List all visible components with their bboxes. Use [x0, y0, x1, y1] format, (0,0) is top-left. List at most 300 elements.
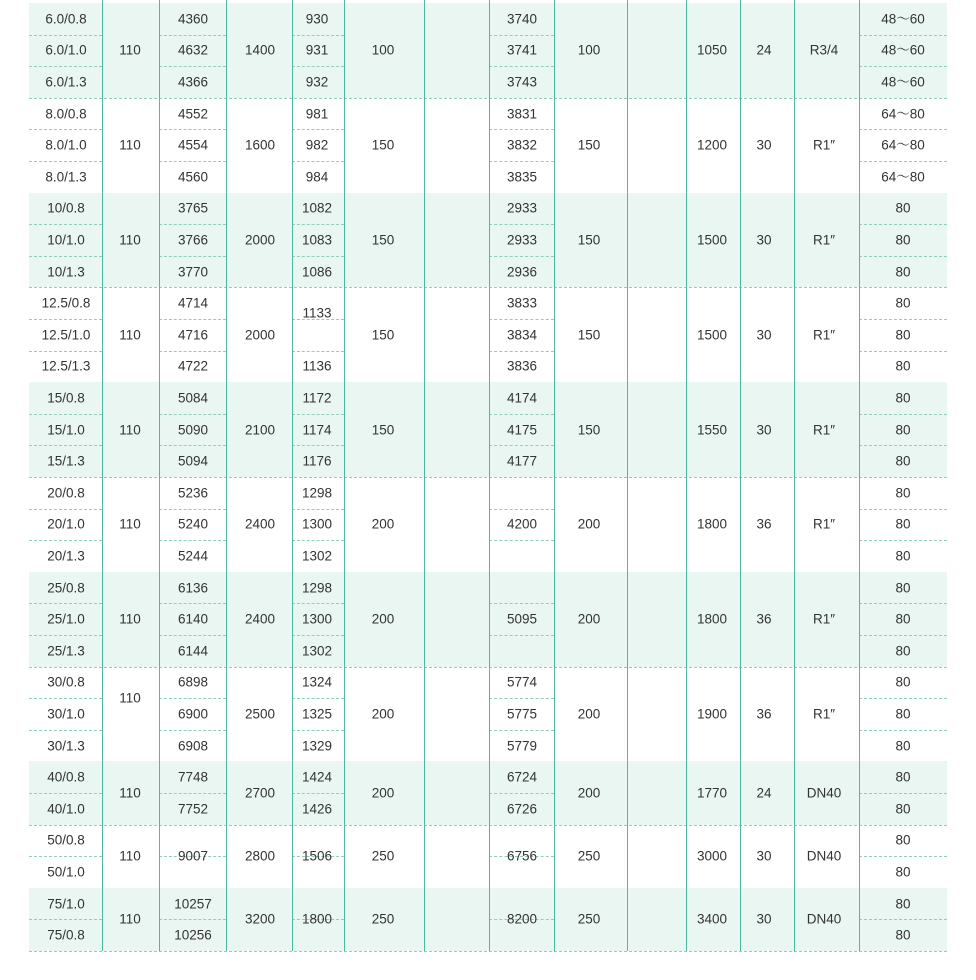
- column-divider: [159, 0, 160, 951]
- c12-cell: R1″: [812, 327, 836, 343]
- row-divider: [292, 698, 344, 699]
- c3-cell: 4552: [177, 105, 209, 121]
- row-divider: [859, 919, 947, 920]
- c5-cell: 1176: [302, 453, 332, 469]
- row-divider: [29, 351, 102, 352]
- row-divider: [29, 635, 102, 636]
- c10-cell: 1550: [696, 421, 728, 437]
- row-divider: [29, 603, 102, 604]
- c10-cell: 1500: [696, 232, 728, 248]
- row-divider: [859, 256, 947, 257]
- c5-cell: 931: [305, 42, 329, 58]
- row-divider: [859, 540, 947, 541]
- c4-cell: 3200: [244, 911, 276, 927]
- c13-cell: 64～80: [881, 137, 925, 153]
- c6-cell: 250: [371, 848, 395, 864]
- c13-cell: 80: [895, 611, 911, 627]
- row-divider: [159, 351, 226, 352]
- row-divider: [489, 509, 554, 510]
- row-divider: [489, 224, 554, 225]
- c13-cell: 80: [895, 832, 911, 848]
- model-cell: 12.5/1.3: [41, 358, 91, 374]
- c6-cell: 200: [371, 706, 395, 722]
- c8-cell: 200: [577, 785, 601, 801]
- c7-cell: 4177: [506, 453, 538, 469]
- column-divider: [740, 0, 741, 951]
- c7-cell: 6756: [506, 848, 538, 864]
- c13-cell: 64～80: [881, 105, 925, 121]
- row-divider: [292, 509, 344, 510]
- row-divider: [29, 224, 102, 225]
- row-divider: [292, 35, 344, 36]
- c3-cell: 3765: [177, 200, 209, 216]
- c4-cell: 2400: [244, 611, 276, 627]
- c7-cell: 4200: [506, 516, 538, 532]
- c7-cell: 5779: [506, 737, 538, 753]
- model-cell: 15/1.0: [47, 421, 85, 437]
- row-divider: [159, 540, 226, 541]
- c3-cell: 6908: [177, 737, 209, 753]
- c13-cell: 64～80: [881, 169, 925, 185]
- row-divider: [159, 224, 226, 225]
- row-divider: [859, 793, 947, 794]
- c13-cell: 80: [895, 769, 911, 785]
- c8-cell: 250: [577, 848, 601, 864]
- c2-cell: 110: [119, 911, 141, 927]
- c11-cell: 30: [756, 421, 772, 437]
- c7-cell: 3833: [506, 295, 538, 311]
- model-cell: 20/1.3: [47, 548, 85, 564]
- c4-cell: 2100: [244, 421, 276, 437]
- model-cell: 6.0/1.0: [45, 42, 87, 58]
- c11-cell: 30: [756, 232, 772, 248]
- c13-cell: 80: [895, 516, 911, 532]
- row-divider: [859, 730, 947, 731]
- row-divider: [489, 445, 554, 446]
- model-cell: 30/1.0: [47, 706, 85, 722]
- column-divider: [627, 0, 628, 951]
- c2-cell: 110: [119, 327, 141, 343]
- c13-cell: 80: [895, 232, 911, 248]
- row-divider: [489, 129, 554, 130]
- c13-cell: 80: [895, 200, 911, 216]
- c2-cell: 110: [119, 611, 141, 627]
- row-divider: [159, 319, 226, 320]
- c3-cell: 4366: [177, 74, 209, 90]
- group-divider: [29, 667, 947, 668]
- c11-cell: 30: [756, 848, 772, 864]
- c7-cell: 3743: [506, 74, 538, 90]
- column-divider: [489, 0, 490, 951]
- c5-cell: 1298: [301, 579, 333, 595]
- c10-cell: 1770: [696, 785, 728, 801]
- row-divider: [159, 161, 226, 162]
- row-divider: [29, 161, 102, 162]
- c5-cell: 932: [305, 74, 329, 90]
- c5-cell: 1136: [302, 358, 332, 374]
- c10-cell: 1800: [696, 516, 728, 532]
- column-divider: [344, 0, 345, 951]
- c13-cell: 80: [895, 579, 911, 595]
- c7-cell: 3831: [506, 105, 538, 121]
- c13-cell: 80: [895, 737, 911, 753]
- group-divider: [29, 951, 947, 952]
- c3-cell: 6900: [177, 706, 209, 722]
- row-divider: [489, 698, 554, 699]
- c7-cell: 2933: [506, 200, 538, 216]
- c11-cell: 30: [756, 137, 772, 153]
- model-cell: 8.0/0.8: [45, 105, 87, 121]
- c3-cell: 4632: [177, 42, 209, 58]
- row-divider: [29, 66, 102, 67]
- c5-cell: 1086: [301, 263, 333, 279]
- model-cell: 10/1.0: [47, 232, 85, 248]
- c4-cell: 2000: [244, 232, 276, 248]
- c2-cell: 110: [119, 137, 141, 153]
- c7-cell: 3832: [506, 137, 538, 153]
- c8-cell: 150: [577, 421, 601, 437]
- model-cell: 50/0.8: [47, 832, 85, 848]
- c10-cell: 1900: [696, 706, 728, 722]
- c13-cell: 80: [895, 706, 911, 722]
- c3-cell: 6136: [177, 579, 209, 595]
- model-cell: 75/1.0: [47, 895, 85, 911]
- c3-cell: 6140: [177, 611, 209, 627]
- c7-cell: 6726: [506, 801, 538, 817]
- row-divider: [292, 445, 344, 446]
- row-divider: [859, 224, 947, 225]
- c3-cell: 7752: [177, 801, 209, 817]
- c7-cell: 5774: [506, 674, 538, 690]
- c12-cell: DN40: [806, 785, 842, 801]
- row-divider: [489, 161, 554, 162]
- c11-cell: 24: [756, 785, 772, 801]
- model-cell: 25/1.0: [47, 611, 85, 627]
- c4-cell: 1600: [244, 137, 276, 153]
- c5-cell: 1324: [301, 674, 333, 690]
- c12-cell: R1″: [812, 516, 836, 532]
- c12-cell: DN40: [806, 848, 842, 864]
- row-divider: [159, 730, 226, 731]
- c3-cell: 5094: [177, 453, 209, 469]
- row-divider: [292, 603, 344, 604]
- c8-cell: 200: [577, 706, 601, 722]
- c7-cell: 8200: [506, 911, 538, 927]
- c5-cell: 1800: [301, 911, 333, 927]
- row-divider: [159, 603, 226, 604]
- row-divider: [859, 603, 947, 604]
- c4-cell: 1400: [244, 42, 276, 58]
- c3-cell: 5090: [177, 421, 209, 437]
- c3-cell: 3766: [177, 232, 209, 248]
- c12-cell: R3/4: [809, 42, 839, 58]
- model-cell: 25/1.3: [47, 643, 85, 659]
- c5-cell: 1506: [301, 848, 333, 864]
- model-cell: 6.0/1.3: [45, 74, 87, 90]
- c2-cell: 110: [119, 848, 141, 864]
- row-divider: [29, 319, 102, 320]
- c7-cell: 4175: [506, 421, 538, 437]
- c13-cell: 80: [895, 453, 911, 469]
- c3-cell: 4360: [177, 11, 209, 27]
- row-divider: [489, 540, 554, 541]
- group-band: [29, 572, 947, 667]
- column-divider: [686, 0, 687, 951]
- model-cell: 40/0.8: [47, 769, 85, 785]
- c3-cell: 5084: [177, 390, 209, 406]
- c13-cell: 80: [895, 643, 911, 659]
- c13-cell: 80: [895, 864, 911, 880]
- c5-cell: 1300: [301, 611, 333, 627]
- row-divider: [159, 635, 226, 636]
- c3-cell: 9007: [177, 848, 209, 864]
- c2-cell: 110: [119, 232, 141, 248]
- c6-cell: 200: [371, 516, 395, 532]
- row-divider: [159, 509, 226, 510]
- c6-cell: 150: [371, 137, 395, 153]
- row-divider: [489, 793, 554, 794]
- c2-cell: 110: [119, 690, 141, 706]
- model-cell: 12.5/1.0: [41, 327, 91, 343]
- row-divider: [159, 129, 226, 130]
- c3-cell: 10257: [174, 895, 212, 911]
- c13-cell: 80: [895, 421, 911, 437]
- row-divider: [292, 129, 344, 130]
- row-divider: [159, 35, 226, 36]
- model-cell: 8.0/1.3: [45, 169, 87, 185]
- c4-cell: 2500: [244, 706, 276, 722]
- model-cell: 12.5/0.8: [41, 295, 91, 311]
- model-cell: 30/0.8: [47, 674, 85, 690]
- c13-cell: 48～60: [881, 42, 925, 58]
- c13-cell: 80: [895, 548, 911, 564]
- c12-cell: R1″: [812, 421, 836, 437]
- model-cell: 20/1.0: [47, 516, 85, 532]
- model-cell: 75/0.8: [47, 927, 85, 943]
- row-divider: [489, 730, 554, 731]
- c3-cell: 4560: [177, 169, 209, 185]
- column-divider: [292, 0, 293, 951]
- group-divider: [29, 287, 947, 288]
- row-divider: [489, 319, 554, 320]
- row-divider: [292, 730, 344, 731]
- row-divider: [292, 256, 344, 257]
- row-divider: [29, 445, 102, 446]
- c5-cell: 1302: [301, 643, 333, 659]
- row-divider: [29, 919, 102, 920]
- c11-cell: 36: [756, 516, 772, 532]
- model-cell: 15/0.8: [47, 390, 85, 406]
- row-divider: [159, 66, 226, 67]
- row-divider: [29, 856, 102, 857]
- row-divider: [489, 603, 554, 604]
- c4-cell: 2000: [244, 327, 276, 343]
- c8-cell: 100: [577, 42, 601, 58]
- column-divider: [226, 0, 227, 951]
- c7-cell: 5095: [506, 611, 538, 627]
- row-divider: [292, 224, 344, 225]
- c4-cell: 2800: [244, 848, 276, 864]
- c11-cell: 24: [756, 42, 772, 58]
- c11-cell: 30: [756, 911, 772, 927]
- row-divider: [859, 319, 947, 320]
- c13-cell: 48～60: [881, 11, 925, 27]
- c5-cell: 1325: [301, 706, 333, 722]
- c10-cell: 1500: [696, 327, 728, 343]
- c3-cell: 4722: [177, 358, 209, 374]
- c10-cell: 1200: [696, 137, 728, 153]
- group-divider: [29, 825, 947, 826]
- c5-cell: 1300: [301, 516, 333, 532]
- c7-cell: 4174: [506, 390, 538, 406]
- c5-cell: 1082: [301, 200, 333, 216]
- row-divider: [159, 414, 226, 415]
- c5-cell: 1424: [301, 769, 333, 785]
- row-divider: [489, 635, 554, 636]
- row-divider: [292, 414, 344, 415]
- c13-cell: 80: [895, 295, 911, 311]
- column-divider: [424, 0, 425, 951]
- c13-cell: 80: [895, 390, 911, 406]
- c6-cell: 200: [371, 785, 395, 801]
- row-divider: [489, 35, 554, 36]
- c6-cell: 200: [371, 611, 395, 627]
- c5-cell: 930: [305, 11, 329, 27]
- column-divider: [554, 0, 555, 951]
- c7-cell: 6724: [506, 769, 538, 785]
- c3-cell: 7748: [177, 769, 209, 785]
- c13-cell: 80: [895, 485, 911, 501]
- c7-cell: 5775: [506, 706, 538, 722]
- c7-cell: 2936: [506, 263, 538, 279]
- c12-cell: DN40: [806, 911, 842, 927]
- group-divider: [29, 98, 947, 99]
- c12-cell: R1″: [812, 137, 836, 153]
- row-divider: [29, 129, 102, 130]
- c13-cell: 80: [895, 327, 911, 343]
- c5-cell: 1298: [301, 485, 333, 501]
- c6-cell: 100: [371, 42, 395, 58]
- c2-cell: 110: [119, 421, 141, 437]
- row-divider: [159, 698, 226, 699]
- row-divider: [159, 256, 226, 257]
- c5-cell: 982: [305, 137, 329, 153]
- c8-cell: 200: [577, 516, 601, 532]
- c8-cell: 150: [577, 232, 601, 248]
- c6-cell: 150: [371, 421, 395, 437]
- row-divider: [29, 793, 102, 794]
- c13-cell: 80: [895, 263, 911, 279]
- c5-cell: 1172: [302, 390, 332, 406]
- row-divider: [859, 351, 947, 352]
- c7-cell: 3741: [506, 42, 538, 58]
- row-divider: [489, 414, 554, 415]
- c13-cell: 80: [895, 801, 911, 817]
- row-divider: [292, 351, 344, 352]
- row-divider: [489, 351, 554, 352]
- c3-cell: 6144: [177, 643, 209, 659]
- row-divider: [859, 35, 947, 36]
- c4-cell: 2700: [244, 785, 276, 801]
- group-band: [29, 193, 947, 288]
- c13-cell: 80: [895, 895, 911, 911]
- c5-cell: 1174: [302, 421, 332, 437]
- row-divider: [292, 66, 344, 67]
- row-divider: [29, 730, 102, 731]
- row-divider: [859, 509, 947, 510]
- c6-cell: 150: [371, 232, 395, 248]
- model-cell: 50/1.0: [47, 864, 85, 880]
- c12-cell: R1″: [812, 232, 836, 248]
- c8-cell: 200: [577, 611, 601, 627]
- c5-cell: 981: [305, 105, 329, 121]
- model-cell: 6.0/0.8: [45, 11, 87, 27]
- row-divider: [29, 414, 102, 415]
- row-divider: [29, 698, 102, 699]
- c2-cell: 110: [119, 785, 141, 801]
- c2-cell: 110: [119, 42, 141, 58]
- row-divider: [292, 635, 344, 636]
- c5-cell: 1083: [301, 232, 333, 248]
- row-divider: [859, 698, 947, 699]
- row-divider: [29, 509, 102, 510]
- c11-cell: 36: [756, 611, 772, 627]
- group-band: [29, 382, 947, 477]
- c7-cell: 3836: [506, 358, 538, 374]
- row-divider: [159, 919, 226, 920]
- row-divider: [292, 540, 344, 541]
- model-cell: 20/0.8: [47, 485, 85, 501]
- model-cell: 40/1.0: [47, 801, 85, 817]
- model-cell: 25/0.8: [47, 579, 85, 595]
- c7-cell: 2933: [506, 232, 538, 248]
- c7-cell: 3835: [506, 169, 538, 185]
- c4-cell: 2400: [244, 516, 276, 532]
- c3-cell: 4716: [177, 327, 209, 343]
- c5-cell: 984: [305, 169, 329, 185]
- row-divider: [859, 129, 947, 130]
- c13-cell: 80: [895, 358, 911, 374]
- c13-cell: 48～60: [881, 74, 925, 90]
- column-divider: [102, 0, 103, 951]
- c7-cell: 3834: [506, 327, 538, 343]
- c10-cell: 3400: [696, 911, 728, 927]
- c8-cell: 250: [577, 911, 601, 927]
- c12-cell: R1″: [812, 706, 836, 722]
- c3-cell: 3770: [177, 263, 209, 279]
- row-divider: [859, 414, 947, 415]
- c8-cell: 150: [577, 137, 601, 153]
- row-divider: [859, 856, 947, 857]
- row-divider: [489, 256, 554, 257]
- c7-cell: 3740: [506, 11, 538, 27]
- c5-cell: 1426: [301, 801, 333, 817]
- row-divider: [859, 635, 947, 636]
- c11-cell: 30: [756, 327, 772, 343]
- c6-cell: 250: [371, 911, 395, 927]
- c5-cell: 1302: [301, 548, 333, 564]
- group-divider: [29, 477, 947, 478]
- c13-cell: 80: [895, 674, 911, 690]
- model-cell: 15/1.3: [47, 453, 85, 469]
- c2-cell: 110: [119, 516, 141, 532]
- c3-cell: 4554: [177, 137, 209, 153]
- c3-cell: 6898: [177, 674, 209, 690]
- row-divider: [29, 540, 102, 541]
- model-cell: 8.0/1.0: [45, 137, 87, 153]
- column-divider: [794, 0, 795, 951]
- model-cell: 10/1.3: [47, 263, 85, 279]
